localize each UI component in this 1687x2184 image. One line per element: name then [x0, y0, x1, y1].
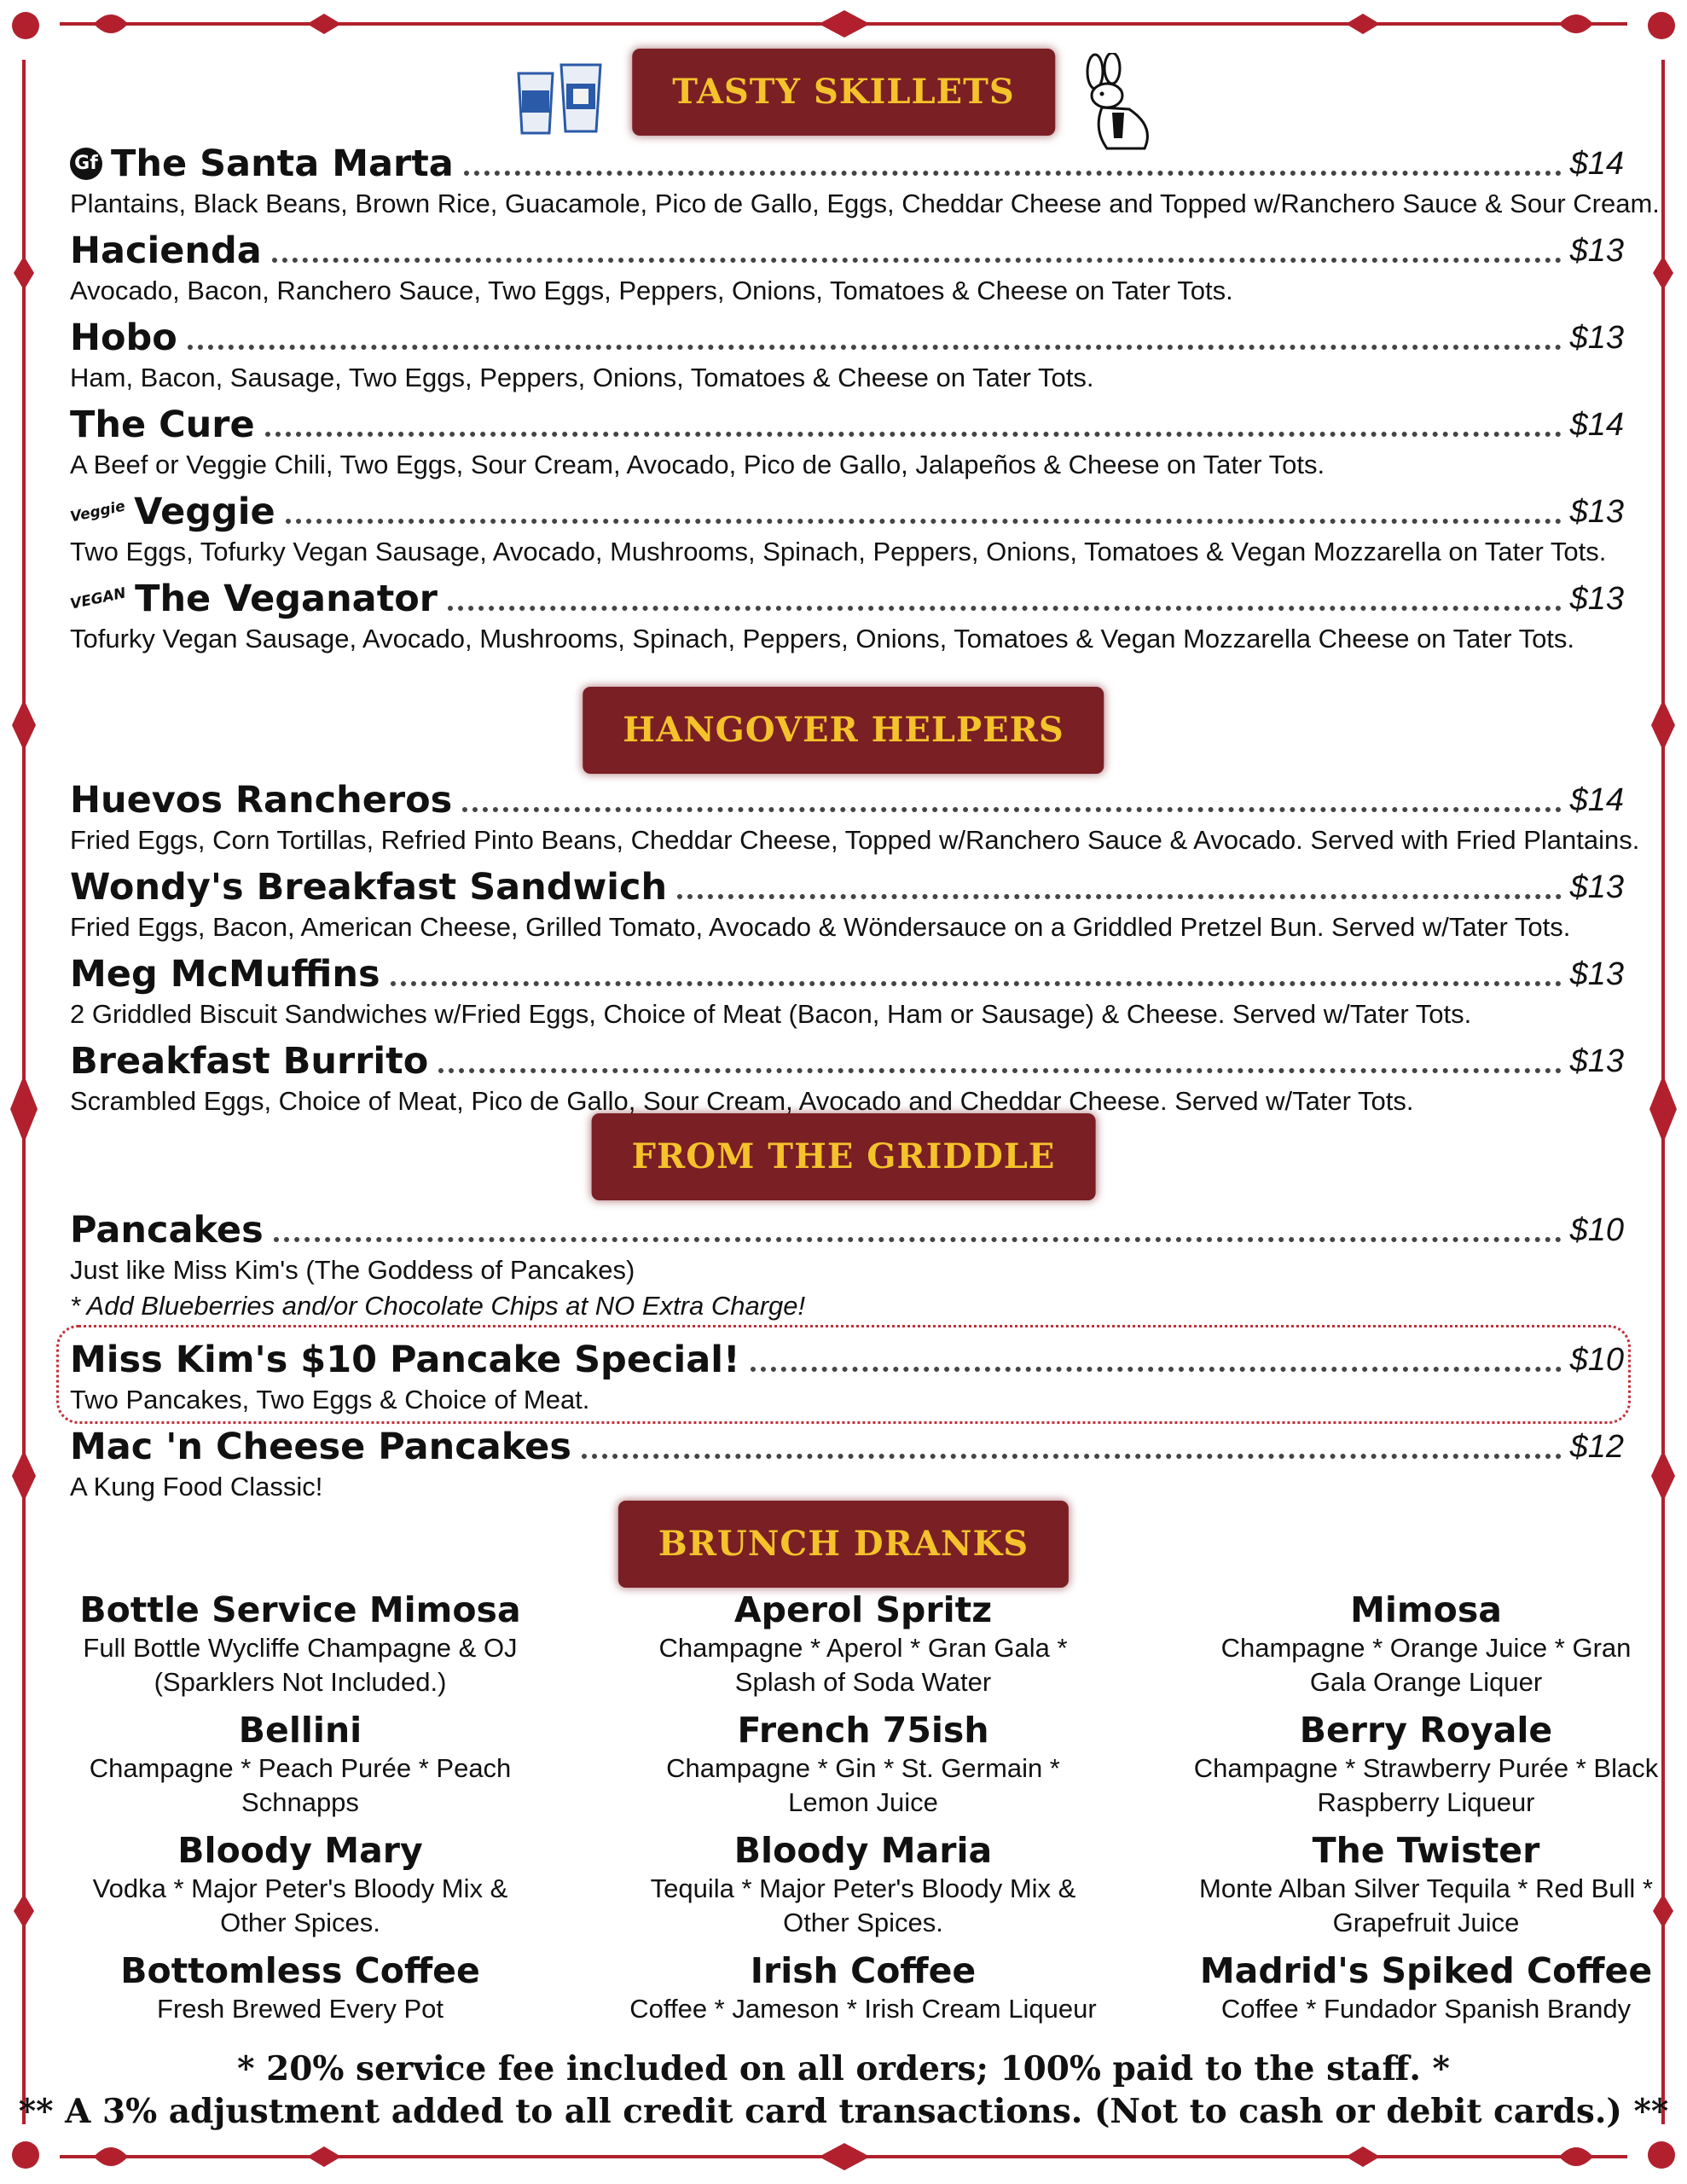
item-description: Scrambled Eggs, Choice of Meat, Pico de Gallo, Sour Cream, Avocado and Cheddar Cheese. Served w/Tater Tots. — [70, 1086, 1414, 1116]
item-name: Mac 'n Cheese Pancakes — [70, 1426, 571, 1468]
item-name: Meg McMuffins — [70, 953, 380, 996]
item-name: Huevos Rancheros — [70, 779, 453, 822]
item-name: Pancakes — [70, 1209, 264, 1252]
item-description: 2 Griddled Biscuit Sandwiches w/Fried Eggs, Choice of Meat (Bacon, Ham or Sausage) & Cheese. Served w/Tater Tots. — [70, 999, 1472, 1029]
drink-description: Other Spices. — [783, 1908, 943, 1937]
leader-dots — [274, 1236, 1562, 1242]
item-description: Ham, Bacon, Sausage, Two Eggs, Peppers, Onions, Tomatoes & Cheese on Tater Tots. — [70, 363, 1094, 392]
menu-item-pancakes — [70, 1203, 1624, 1324]
item-description: Fried Eggs, Bacon, American Cheese, Grilled Tomato, Avocado & Wöndersauce on a Griddled Pretzel Bun. Served w/Tater Tots. — [70, 912, 1571, 942]
drink-name: Irish Coffee — [750, 1950, 977, 1991]
item-price: $12 — [1569, 1429, 1624, 1465]
gluten-free-icon: Gf — [70, 148, 102, 180]
drink-description: (Sparklers Not Included.) — [154, 1667, 447, 1697]
credit-card-note: ** A 3% adjustment added to all credit card transactions. (Not to cash or debit cards.) ** — [18, 2092, 1669, 2131]
drink-item — [624, 1829, 1102, 1949]
drink-description: Lemon Juice — [788, 1787, 938, 1817]
drink-description: Full Bottle Wycliffe Champagne & OJ — [83, 1633, 518, 1663]
leader-dots — [462, 806, 1561, 812]
item-name: The Veganator — [135, 578, 438, 620]
drink-description: Grapefruit Juice — [1332, 1908, 1520, 1937]
coffee-cups-icon — [512, 56, 614, 142]
item-name: Wondy's Breakfast Sandwich — [70, 866, 668, 909]
drink-description: Fresh Brewed Every Pot — [157, 1994, 443, 2024]
menu-item-hobo — [70, 311, 1624, 396]
drink-item — [61, 1829, 539, 1949]
drink-description: Champagne * Aperol * Gran Gala * — [658, 1633, 1068, 1663]
menu-item-veganator — [70, 572, 1624, 657]
menu-item-mac-cheese-pancakes — [70, 1420, 1624, 1505]
menu-item-veggie — [70, 485, 1624, 570]
menu-item-meg-mcmuffins — [70, 947, 1624, 1032]
leader-dots — [286, 518, 1562, 524]
drink-item — [624, 1589, 1102, 1709]
drink-description: Gala Orange Liquer — [1309, 1667, 1543, 1697]
section-banner-dranks: BRUNCH DRANKS — [621, 1503, 1066, 1585]
item-price: $10 — [1569, 1342, 1624, 1378]
leader-dots — [582, 1453, 1562, 1459]
item-name: Miss Kim's $10 Pancake Special! — [70, 1339, 740, 1381]
drink-name: Berry Royale — [1299, 1710, 1553, 1751]
drink-description: Coffee * Jameson * Irish Cream Liqueur — [629, 1994, 1097, 2024]
section-banner-skillets: TASTY SKILLETS — [635, 51, 1052, 133]
drink-item — [1187, 1709, 1665, 1829]
drink-name: Mimosa — [1350, 1589, 1502, 1630]
drink-item — [61, 1589, 539, 1709]
item-name: The Santa Marta — [111, 142, 454, 185]
drink-description: Schnapps — [241, 1787, 359, 1817]
menu-item-hacienda — [70, 224, 1624, 309]
item-name: The Cure — [70, 404, 255, 446]
menu-item-pancake-special — [70, 1333, 1624, 1418]
leader-dots — [751, 1366, 1562, 1372]
leader-dots — [188, 344, 1562, 350]
item-price: $13 — [1569, 869, 1624, 905]
section-banner-hangover: HANGOVER HELPERS — [585, 689, 1101, 771]
drink-description: Vodka * Major Peter's Bloody Mix & — [92, 1873, 508, 1903]
item-price: $13 — [1569, 1043, 1624, 1079]
drink-name: Bloody Maria — [733, 1830, 993, 1871]
leader-dots — [272, 257, 1562, 263]
item-price: $14 — [1569, 407, 1624, 443]
drink-item — [624, 1709, 1102, 1829]
item-description: A Kung Food Classic! — [70, 1472, 323, 1502]
item-description: Fried Eggs, Corn Tortillas, Refried Pinto Beans, Cheddar Cheese, Topped w/Ranchero Sauce & Avocado. Served with Fried Plantains. — [70, 825, 1640, 855]
item-price: $14 — [1569, 146, 1624, 182]
item-price: $13 — [1569, 956, 1624, 992]
drink-name: Bottomless Coffee — [120, 1950, 480, 1991]
drink-description: Raspberry Liqueur — [1317, 1787, 1535, 1817]
item-description: Avocado, Bacon, Ranchero Sauce, Two Eggs, Peppers, Onions, Tomatoes & Cheese on Tater Tots. — [70, 276, 1233, 305]
item-description: Two Eggs, Tofurky Vegan Sausage, Avocado, Mushrooms, Spinach, Peppers, Onions, Tomatoes & Vegan Mozzarella on Tater Tots. — [70, 537, 1607, 566]
leader-dots — [448, 605, 1562, 611]
item-description: Plantains, Black Beans, Brown Rice, Guacamole, Pico de Gallo, Eggs, Cheddar Cheese and Topped w/Ranchero Sauce & Sour Cream. — [70, 189, 1660, 218]
drink-name: Aperol Spritz — [733, 1589, 993, 1630]
drink-description: Monte Alban Silver Tequila * Red Bull * — [1199, 1873, 1653, 1903]
drink-name: Madrid's Spiked Coffee — [1199, 1950, 1653, 1991]
item-price: $13 — [1569, 494, 1624, 530]
drink-description: Coffee * Fundador Spanish Brandy — [1220, 1994, 1632, 2024]
drinks-grid — [61, 1589, 1665, 2070]
leader-dots — [677, 893, 1561, 899]
leader-dots — [438, 1067, 1561, 1073]
drink-item — [1187, 1829, 1665, 1949]
drink-description: Other Spices. — [220, 1908, 380, 1937]
leader-dots — [464, 170, 1562, 176]
item-price: $14 — [1569, 782, 1624, 818]
drink-description: Champagne * Strawberry Purée * Black — [1193, 1753, 1659, 1783]
item-description: Tofurky Vegan Sausage, Avocado, Mushrooms, Spinach, Peppers, Onions, Tomatoes & Vegan Mozzarella Cheese on Tater Tots. — [70, 624, 1575, 653]
menu-item-santa-marta — [70, 136, 1660, 222]
item-name: Breakfast Burrito — [70, 1040, 429, 1083]
drink-item — [1187, 1589, 1665, 1709]
drink-description: Tequila * Major Peter's Bloody Mix & — [650, 1873, 1076, 1903]
drink-description: Champagne * Gin * St. Germain * — [666, 1753, 1060, 1783]
leader-dots — [391, 980, 1562, 986]
drink-name: Bloody Mary — [177, 1830, 423, 1871]
menu-item-the-cure — [70, 398, 1624, 483]
item-description: A Beef or Veggie Chili, Two Eggs, Sour Cream, Avocado, Pico de Gallo, Jalapeños & Cheese on Tater Tots. — [70, 450, 1325, 479]
veggie-icon: Veggie — [68, 497, 127, 526]
item-price: $13 — [1569, 233, 1624, 269]
item-name: Hacienda — [70, 229, 262, 272]
drink-description: Champagne * Peach Purée * Peach — [89, 1753, 512, 1783]
drink-item — [61, 1709, 539, 1829]
item-price: $13 — [1569, 581, 1624, 617]
drink-description: Splash of Soda Water — [734, 1667, 992, 1697]
service-fee-note: * 20% service fee included on all orders; 100% paid to the staff. * — [237, 2049, 1450, 2088]
drink-name: Bottle Service Mimosa — [79, 1589, 521, 1630]
item-description: Two Pancakes, Two Eggs & Choice of Meat. — [70, 1385, 590, 1414]
menu-item-wondys-sandwich — [70, 860, 1624, 945]
drink-name: French 75ish — [737, 1710, 989, 1751]
item-description: Just like Miss Kim's (The Goddess of Pancakes) — [70, 1255, 635, 1285]
item-name: Hobo — [70, 317, 177, 359]
item-price: $13 — [1569, 320, 1624, 356]
item-note: * Add Blueberries and/or Chocolate Chips at NO Extra Charge! — [70, 1291, 806, 1321]
drink-name: Bellini — [238, 1710, 362, 1751]
menu-item-breakfast-burrito — [70, 1034, 1624, 1119]
drink-name: The Twister — [1312, 1830, 1540, 1871]
drink-description: Champagne * Orange Juice * Gran — [1220, 1633, 1632, 1663]
item-name: Veggie — [134, 491, 275, 533]
item-price: $10 — [1569, 1212, 1624, 1248]
leader-dots — [265, 431, 1562, 437]
vegan-icon: VEGAN — [68, 584, 128, 613]
menu-item-huevos-rancheros — [70, 773, 1640, 858]
section-banner-griddle: FROM THE GRIDDLE — [594, 1116, 1093, 1198]
